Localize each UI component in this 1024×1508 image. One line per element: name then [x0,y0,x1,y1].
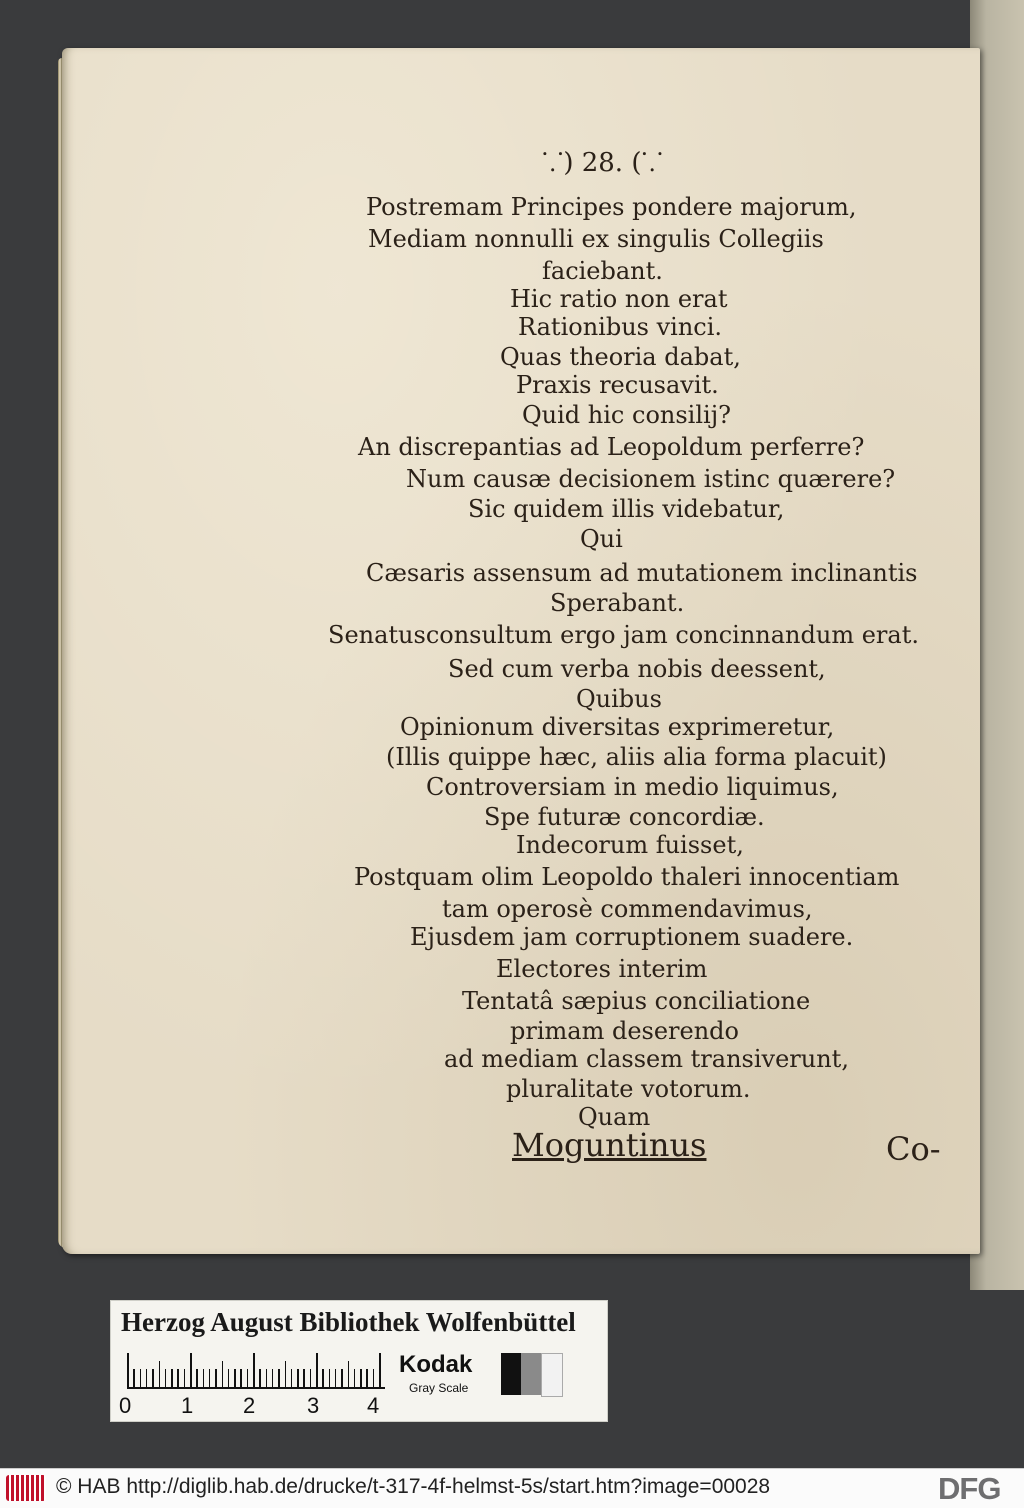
text-line: Quibus [576,685,662,713]
text-line: Tentatâ sæpius conciliatione [462,987,811,1015]
text-line: faciebant. [542,257,663,285]
ruler-tick [177,1369,179,1387]
ruler-tick [222,1361,224,1387]
ruler-tick [278,1369,280,1387]
ruler-tick [335,1369,337,1387]
page-number-header: ⸪) 28. (⸪ [542,148,663,178]
ruler-tick [140,1369,142,1387]
ruler-tick [184,1369,186,1387]
text-line: Quid hic consilij? [522,401,732,429]
ruler-tick [240,1369,242,1387]
text-line: Spe futuræ concordiæ. [484,803,765,831]
ruler-tick [373,1369,375,1387]
text-line: Mediam nonnulli ex singulis Collegiis [368,225,824,253]
text-line: Hic ratio non erat [510,285,728,313]
gray-patch-white [541,1353,563,1397]
ruler-tick [316,1353,318,1387]
ruler-number: 1 [181,1393,194,1418]
text-line: Quam [578,1103,651,1131]
gray-patch-black [501,1353,521,1395]
text-line: Moguntinus [512,1126,707,1164]
text-line: primam deserendo [510,1017,739,1045]
text-line: Postquam olim Leopoldo thaleri innocentiam [354,863,900,891]
ruler-tick [253,1353,255,1387]
ruler-tick [259,1369,261,1387]
text-line: tam operosè commendavimus, [442,895,813,923]
ruler-tick [203,1369,205,1387]
ruler-tick [215,1369,217,1387]
text-line: Controversiam in medio liquimus, [426,773,839,801]
page-text-block [262,140,1002,1180]
text-line: Quas theoria dabat, [500,343,741,371]
ruler-tick [366,1369,368,1387]
footer-bar [0,1468,1024,1508]
library-label-card [110,1300,608,1422]
text-line: Praxis recusavit. [516,371,719,399]
ruler-tick [228,1369,230,1387]
ruler-number: 2 [243,1393,256,1418]
ruler-tick [348,1361,350,1387]
ruler-tick [127,1353,129,1387]
text-line: ad mediam classem transiverunt, [444,1045,849,1073]
gray-scale-label: Gray Scale [409,1381,469,1395]
text-line: Senatusconsultum ergo jam concinnandum erat. [328,621,919,649]
ruler-tick [171,1369,173,1387]
ruler-tick [354,1369,356,1387]
text-line: Sed cum verba nobis deessent, [448,655,826,683]
text-line: An discrepantias ad Leopoldum perferre? [358,433,865,461]
ruler-tick [133,1369,135,1387]
text-line: (Illis quippe hæc, aliis alia forma placuit) [386,743,887,771]
hab-logo-icon [6,1475,46,1501]
text-line: Electores interim [496,955,708,983]
ruler-tick [146,1369,148,1387]
text-line: pluralitate votorum. [506,1075,751,1103]
text-line: Sperabant. [550,589,685,617]
ruler-tick [322,1369,324,1387]
ruler-tick [209,1369,211,1387]
ruler-tick [303,1369,305,1387]
ruler-tick [379,1353,381,1387]
ruler-tick [285,1361,287,1387]
text-line: Qui [580,525,623,553]
scale-ruler [127,1351,385,1389]
text-line: Ejusdem jam corruptionem suadere. [410,923,854,951]
text-line: Opinionum diversitas exprimeretur, [400,713,835,741]
ruler-tick [329,1369,331,1387]
ruler-tick [310,1369,312,1387]
text-line: Num causæ decisionem istinc quærere? [406,465,896,493]
ruler-tick [196,1369,198,1387]
ruler-tick [297,1369,299,1387]
kodak-logo: Kodak [399,1351,473,1378]
ruler-tick [266,1369,268,1387]
ruler-tick [159,1361,161,1387]
catchword: Co- [886,1130,941,1168]
ruler-tick [341,1369,343,1387]
text-line: Sic quidem illis videbatur, [468,495,785,523]
text-line: Rationibus vinci. [518,313,723,341]
text-line: Cæsaris assensum ad mutationem inclinantis [366,559,918,587]
text-line: Postremam Principes pondere majorum, [366,193,857,221]
ruler-tick [247,1369,249,1387]
ruler-tick [165,1369,167,1387]
ruler-tick [360,1369,362,1387]
copyright-url[interactable]: © HAB http://diglib.hab.de/drucke/t-317-4f-helmst-5s/start.htm?image=00028 [56,1475,771,1498]
ruler-tick [272,1369,274,1387]
ruler-number: 0 [119,1393,132,1418]
dfg-logo: DFG [938,1471,1001,1506]
ruler-tick [234,1369,236,1387]
ruler-tick [190,1353,192,1387]
ruler-number: 3 [307,1393,320,1418]
ruler-number: 4 [367,1393,380,1418]
ruler-tick [152,1369,154,1387]
text-line: Indecorum fuisset, [516,831,744,859]
library-name: Herzog August Bibliothek Wolfenbüttel [121,1307,576,1337]
gray-patch-mid [521,1353,541,1395]
ruler-tick [291,1369,293,1387]
